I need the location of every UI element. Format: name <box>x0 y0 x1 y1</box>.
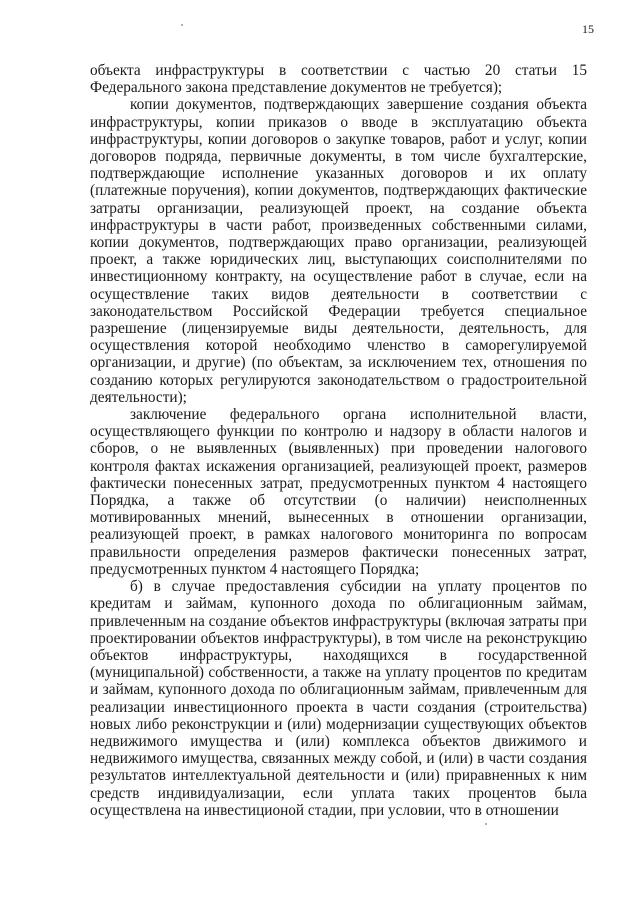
document-body <box>90 62 587 819</box>
paragraph-continuation: объекта инфраструктуры в соответствии с частью 20 статьи 15 Федерального закона представление документов не требуется); <box>90 62 587 97</box>
scan-speck <box>181 24 183 26</box>
scan-speck <box>485 823 487 825</box>
paragraph-tax-conclusion: заключение федерального органа исполнительной власти, осуществляющего функции по контролю и надзору в области налогов и сборов, о не выявленных (выявленных) при проведении налогового контроля фактах искажения организацией, реализующей проект, размеров фактически понесенных затрат, предусмотренных пунктом 4 настоящего Порядка, а также об отсутствии (о наличии) неисполненных мотивированных мнений, вынесенных в отношении организации, реализующей проект, в рамках налогового мониторинга по вопросам правильности определения размеров фактически понесенных затрат, предусмотренных пунктом 4 настоящего Порядка; <box>90 406 587 578</box>
paragraph-item-b: б) в случае предоставления субсидии на уплату процентов по кредитам и займам, купонного дохода по облигационным займам, привлеченным на создание объектов инфраструктуры (включая затраты при проектировании объектов инфраструктуры), в том числе на реконструкцию объектов инфраструктуры, находящихся в государственной (муниципальной) собственности, а также на уплату процентов по кредитам и займам, купонного дохода по облигационным займам, привлеченным для реализации инвестиционного проекта в части создания (строительства) новых либо реконструкции и (или) модернизации существующих объектов недвижимого имущества и (или) комплекса объектов движимого и недвижимого имущества, связанных между собой, и (или) в части создания результатов интеллектуальной деятельности и (или) приравненных к ним средств индивидуализации, если уплата таких процентов была осуществлена на инвестиционой стадии, при условии, что в отношении <box>90 578 587 819</box>
paragraph-document-copies: копии документов, подтверждающих завершение создания объекта инфраструктуры, копии приказов о вводе в эксплуатацию объекта инфраструктуры, копии договоров о закупке товаров, работ и услуг, копии договоров подряда, первичные документы, в том числе бухгалтерские, подтверждающие исполнение указанных договоров и их оплату (платежные поручения), копии документов, подтверждающих фактические затраты организации, реализующей проект, на создание объекта инфраструктуры в части работ, произведенных собственными силами, копии документов, подтверждающих право организации, реализующей проект, а также юридических лиц, выступающих соисполнителями по инвестиционному контракту, на осуществление работ в случае, если на осуществление таких видов деятельности в соответствии с законодательством Российской Федерации требуется специальное разрешение (лицензируемые виды деятельности, деятельность, для осуществления которой необходимо членство в саморегулируемой организации, и другие) (по объектам, за исключением тех, отношения по созданию которых регулируются законодательством о градостроительной деятельности); <box>90 96 587 406</box>
page-number: 15 <box>582 22 594 36</box>
